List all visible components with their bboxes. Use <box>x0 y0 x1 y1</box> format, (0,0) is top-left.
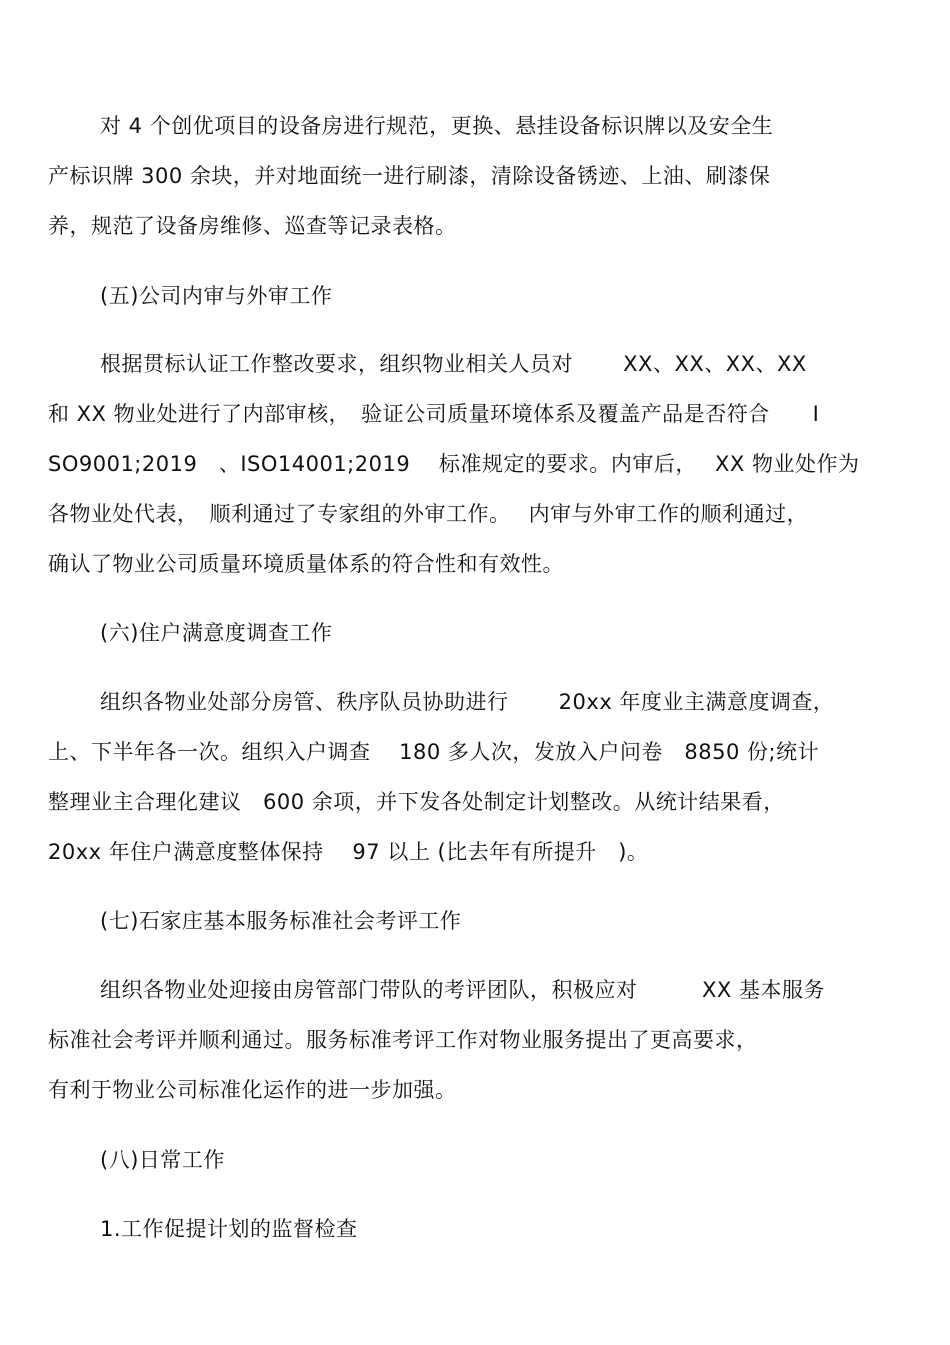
section-heading: (六)住户满意度调查工作 <box>100 621 333 645</box>
subsection-heading: 1.工作促提计划的监督检查 <box>100 1217 358 1241</box>
paragraph-line: SO9001;2019 、ISO14001;2019 标准规定的要求。内审后， XX 物业处作为 <box>48 452 860 476</box>
paragraph-line: 有利于物业公司标准化运作的进一步加强。 <box>48 1078 457 1102</box>
section-heading: (五)公司内审与外审工作 <box>100 284 333 308</box>
paragraph-line: 各物业处代表， 顺利通过了专家组的外审工作。 内审与外审工作的顺利通过， <box>48 502 809 526</box>
paragraph-line: 20xx 年住户满意度整体保持 97 以上 (比去年有所提升 )。 <box>48 840 649 864</box>
section-heading: (七)石家庄基本服务标准社会考评工作 <box>100 909 462 933</box>
paragraph-line: 养，规范了设备房维修、巡查等记录表格。 <box>48 214 457 238</box>
section-heading: (八)日常工作 <box>100 1148 225 1172</box>
paragraph-line: 确认了物业公司质量环境质量体系的符合性和有效性。 <box>48 552 564 576</box>
paragraph-line: 组织各物业处部分房管、秩序队员协助进行 20xx 年度业主满意度调查， <box>100 690 835 714</box>
paragraph-line: 整理业主合理化建议 600 余项，并下发各处制定计划整改。从统计结果看， <box>48 790 785 814</box>
paragraph-line: 和 XX 物业处进行了内部审核， 验证公司质量环境体系及覆盖产品是否符合 I <box>48 402 820 426</box>
paragraph-line: 产标识牌 300 余块，并对地面统一进行刷漆，清除设备锈迹、上油、刷漆保 <box>48 164 771 188</box>
paragraph-line: 标准社会考评并顺利通过。服务标准考评工作对物业服务提出了更高要求， <box>48 1028 758 1052</box>
paragraph-line: 组织各物业处迎接由房管部门带队的考评团队，积极应对 XX 基本服务 <box>100 978 825 1002</box>
paragraph-line: 根据贯标认证工作整改要求，组织物业相关人员对 XX、XX、XX、XX <box>100 352 807 376</box>
paragraph-line: 上、下半年各一次。组织入户调查 180 多人次，发放入户问卷 8850 份;统计 <box>48 740 820 764</box>
paragraph-line: 对 4 个创优项目的设备房进行规范，更换、悬挂设备标识牌以及安全生 <box>100 114 774 138</box>
